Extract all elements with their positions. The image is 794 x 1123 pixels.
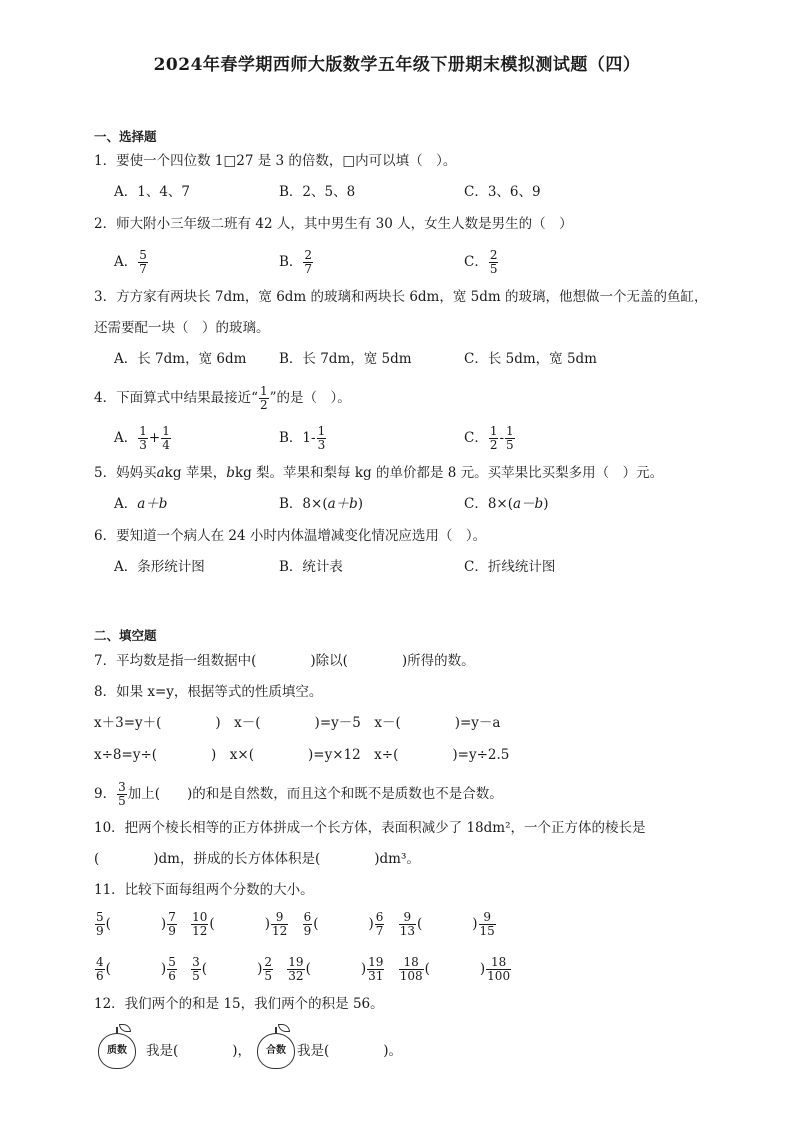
fraction: $\frac{1}{3}$ [317,424,326,452]
q6-option-a: A．条形统计图 [114,559,205,575]
q6-option-b: B．统计表 [279,559,343,575]
fraction: $\frac{2}{5}$ [489,248,498,276]
compare-pair: $\frac{6}{9}$ ( ) $\frac{6}{7}$ [303,910,384,938]
q3-option-c: C．长 5dm，宽 5dm [464,351,597,367]
compare-pair: $\frac{3}{5}$ ( ) $\frac{2}{5}$ [192,955,272,983]
q11-row-1 [94,911,497,938]
fraction: $\frac{1}{4}$ [162,424,170,452]
q4-option-c: C． $\frac{1}{2}$ - $\frac{1}{5}$ [464,424,514,452]
q5-option-a: A．a＋b [114,496,168,512]
fraction: $\frac{1}{2}$ [260,384,268,412]
section-heading-choice: 一、选择题 [94,129,157,144]
q2-option-b: B． $\frac{2}{7}$ [279,248,313,276]
question-5: 5．妈妈买akg 苹果，bkg 梨。苹果和梨每 kg 的单价都是 8 元。买苹果比买梨多用（ ）元。 [94,465,664,481]
q4-option-b: B．1- $\frac{1}{3}$ [279,424,326,452]
q6-option-c: C．折线统计图 [464,559,556,575]
fraction: $\frac{2}{7}$ [304,248,313,276]
q4-option-a: A． $\frac{1}{3}$ + $\frac{1}{4}$ [114,424,170,452]
question-6: 6．要知道一个病人在 24 小时内体温增减变化情况应选用（ ）。 [94,528,487,544]
compare-pair: $\frac{10}{12}$ ( ) $\frac{9}{12}$ [192,910,288,938]
q12-answer-composite: 我是( )。 [297,1043,403,1059]
question-9: 9． $\frac{3}{5}$ 加上( )的和是自然数，而且这个和既不是质数也不是合数。 [94,780,503,808]
peach-leaf-icon [278,1024,290,1032]
q1-option-c: C．3、6、9 [464,184,541,200]
q5-option-c: C．8×(a－b) [464,496,549,512]
question-8: 8．如果 x=y，根据等式的性质填空。 [94,684,323,700]
q1-option-b: B．2、5、8 [279,184,356,200]
question-2: 2．师大附小三年级二班有 42 人，其中男生有 30 人，女生人数是男生的（ ） [94,216,573,232]
q12-answer-prime: 我是( )， [146,1043,252,1059]
fraction: $\frac{5}{7}$ [139,248,147,276]
q5-option-b: B．8×(a＋b) [279,496,364,512]
question-12: 12．我们两个的和是 15，我们两个的积是 56。 [94,996,384,1012]
question-3-line-2: 还需要配一块（ ）的玻璃。 [94,320,270,336]
q2-option-c: C． $\frac{2}{5}$ [464,248,498,276]
compare-pair: $\frac{4}{6}$ ( ) $\frac{5}{6}$ [96,955,176,983]
fraction: $\frac{1}{3}$ [139,424,147,452]
composite-peach-badge: 合数 [257,1033,295,1069]
q3-option-a: A．长 7dm，宽 6dm [114,351,247,367]
fraction: $\frac{1}{5}$ [506,424,514,452]
q1-option-a: A．1、4、7 [114,184,191,200]
question-10-line-2: ( )dm，拼成的长方体体积是( )dm³。 [94,851,420,867]
compare-pair: $\frac{9}{13}$ ( ) $\frac{9}{15}$ [399,910,495,938]
question-8-row-2: x÷8=y÷( ) x×( )=y×12 x÷( )=y÷2.5 [94,747,510,763]
question-8-row-1: x＋3=y＋( ) x－( )=y－5 x－( )=y－a [94,715,501,731]
compare-pair: $\frac{5}{9}$ ( ) $\frac{7}{9}$ [96,910,176,938]
question-10-line-1: 10．把两个棱长相等的正方体拼成一个长方体，表面积减少了 18dm²，一个正方体的棱长是 [94,820,646,836]
q3-option-b: B．长 7dm，宽 5dm [279,351,412,367]
question-1: 1．要使一个四位数 1□27 是 3 的倍数，□内可以填（ ）。 [94,153,457,169]
question-3-line-1: 3．方方家有两块长 7dm，宽 6dm 的玻璃和两块长 6dm，宽 5dm 的玻璃，他想做一个无盖的鱼缸， [94,289,708,305]
compare-pair: $\frac{19}{32}$ ( ) $\frac{19}{31}$ [288,955,384,983]
question-4: 4．下面算式中结果最接近“ $\frac{1}{2}$ ”的是（ ）。 [94,384,351,412]
prime-apple-badge: 质数 [98,1033,136,1069]
page-title: 2024年春学期西师大版数学五年级下册期末模拟测试题（四） [153,55,641,75]
apple-leaf-icon [119,1024,131,1032]
q11-row-2 [94,956,512,983]
fraction: $\frac{3}{5}$ [118,780,126,808]
question-11: 11．比较下面每组两个分数的大小。 [94,882,314,898]
fraction: $\frac{1}{2}$ [489,424,498,452]
q2-option-a: A． $\frac{5}{7}$ [114,248,147,276]
question-7: 7．平均数是指一组数据中( )除以( )所得的数。 [94,653,475,669]
compare-pair: $\frac{18}{108}$ ( ) $\frac{18}{100}$ [399,955,511,983]
section-heading-fill: 二、填空题 [94,628,157,643]
